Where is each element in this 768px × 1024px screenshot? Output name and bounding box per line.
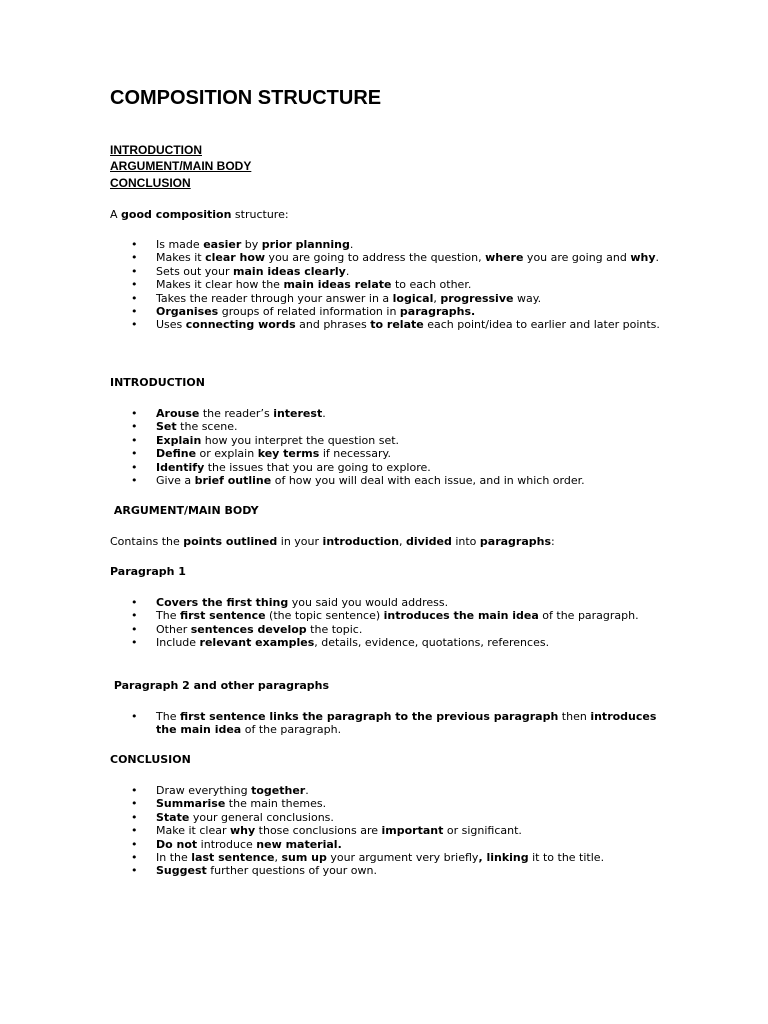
bullet-item: • Sets out your main ideas clearly. — [110, 265, 670, 278]
bullet-item: • Covers the first thing you said you would address. — [110, 596, 670, 609]
conclusion-points-list — [110, 784, 670, 878]
introduction-heading: INTRODUCTION — [110, 376, 205, 389]
bullet-item: • Summarise the main themes. — [110, 797, 670, 810]
bullet-item: • Organises groups of related information in paragraphs. — [110, 305, 670, 318]
bullet-item: • Draw everything together. — [110, 784, 670, 797]
bullet-item: • Other sentences develop the topic. — [110, 623, 670, 636]
bullet-item: • Do not introduce new material. — [110, 838, 670, 851]
bullet-item: • Include relevant examples, details, evidence, quotations, references. — [110, 636, 670, 649]
bullet-item: • Is made easier by prior planning. — [110, 238, 670, 251]
paragraph-1-points-list — [110, 596, 670, 650]
bullet-item: • Makes it clear how the main ideas relate to each other. — [110, 278, 670, 291]
bullet-item: • Uses connecting words and phrases to relate each point/idea to earlier and later points. — [110, 318, 670, 331]
bullet-item: • Give a brief outline of how you will deal with each issue, and in which order. — [110, 474, 670, 487]
bullet-item: • Make it clear why those conclusions are important or significant. — [110, 824, 670, 837]
bullet-item: • In the last sentence, sum up your argument very briefly, linking it to the title. — [110, 851, 670, 864]
bullet-item: • The first sentence (the topic sentence) introduces the main idea of the paragraph. — [110, 609, 670, 622]
argument-heading: ARGUMENT/MAIN BODY — [110, 504, 259, 517]
bullet-item: • Makes it clear how you are going to address the question, where you are going and why. — [110, 251, 670, 264]
structure-points-list — [110, 238, 670, 332]
toc-argument-main-body: ARGUMENT/MAIN BODY — [110, 159, 252, 173]
toc-introduction: INTRODUCTION — [110, 143, 202, 157]
intro-line: A good composition structure: — [110, 208, 289, 221]
bullet-item: • Takes the reader through your answer in a logical, progressive way. — [110, 292, 670, 305]
paragraph-2-heading: Paragraph 2 and other paragraphs — [110, 679, 330, 692]
bullet-item: • Explain how you interpret the question set. — [110, 434, 670, 447]
document-title: COMPOSITION STRUCTURE — [110, 87, 382, 109]
introduction-points-list — [110, 407, 670, 487]
bullet-item: • The first sentence links the paragraph to the previous paragraph then introduces the main idea of the paragraph. — [110, 710, 670, 737]
bullet-item: • Set the scene. — [110, 420, 670, 433]
bullet-item: • State your general conclusions. — [110, 811, 670, 824]
toc-conclusion: CONCLUSION — [110, 176, 191, 190]
paragraph-1-heading: Paragraph 1 — [110, 565, 186, 578]
bullet-item: • Define or explain key terms if necessary. — [110, 447, 670, 460]
conclusion-heading: CONCLUSION — [110, 753, 191, 766]
paragraph-2-points-list — [110, 710, 670, 737]
bullet-item: • Identify the issues that you are going to explore. — [110, 461, 670, 474]
bullet-item: • Arouse the reader’s interest. — [110, 407, 670, 420]
bullet-item: • Suggest further questions of your own. — [110, 864, 670, 877]
argument-intro: Contains the points outlined in your introduction, divided into paragraphs: — [110, 535, 555, 548]
